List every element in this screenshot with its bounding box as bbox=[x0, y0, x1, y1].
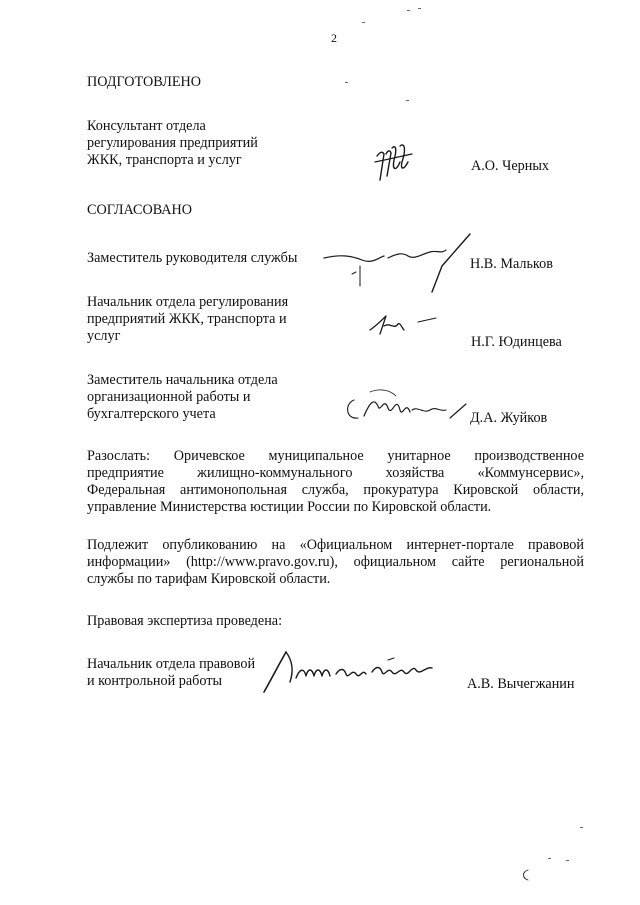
signer-3-name: Д.А. Жуйков bbox=[470, 410, 548, 426]
signer-position-line: Заместитель начальника отдела bbox=[87, 372, 278, 388]
signer-2-position bbox=[87, 294, 288, 345]
signature-yudintseva bbox=[368, 308, 440, 338]
scan-speck bbox=[345, 82, 348, 83]
publication-line: Подлежит опубликованию на «Официальном интернет-портале правовой bbox=[87, 537, 584, 553]
signer-position-line: бухгалтерского учета bbox=[87, 406, 216, 422]
signature-chernykh bbox=[372, 140, 418, 184]
distribution-paragraph bbox=[87, 448, 584, 516]
publication-line: службы по тарифам Кировской области. bbox=[87, 571, 331, 587]
scan-speck bbox=[548, 858, 551, 859]
prepared-position-line: ЖКК, транспорта и услуг bbox=[87, 152, 242, 168]
signature-zhuikov bbox=[340, 388, 472, 428]
signer-2-name: Н.Г. Юдинцева bbox=[471, 334, 562, 350]
signature-vychegzhanin bbox=[256, 648, 442, 696]
signer-position-line: услуг bbox=[87, 328, 121, 344]
prepared-heading: ПОДГОТОВЛЕНО bbox=[87, 74, 201, 90]
legal-review-position-line: Начальник отдела правовой bbox=[87, 656, 256, 672]
scan-speck bbox=[406, 100, 409, 101]
signer-position-line: предприятий ЖКК, транспорта и bbox=[87, 311, 287, 327]
prepared-position-line: Консультант отдела bbox=[87, 118, 206, 134]
prepared-position-line: регулирования предприятий bbox=[87, 135, 258, 151]
scan-speck bbox=[418, 8, 421, 9]
signer-1-name: Н.В. Мальков bbox=[470, 256, 553, 272]
scan-speck bbox=[580, 827, 583, 828]
publication-line: информации» (http://www.pravo.gov.ru), официальном сайте региональной bbox=[87, 554, 584, 570]
signer-3-position bbox=[87, 372, 278, 423]
scan-speck bbox=[407, 10, 410, 11]
signer-1-position bbox=[87, 250, 297, 267]
prepared-position bbox=[87, 118, 258, 169]
signer-position-line: организационной работы и bbox=[87, 389, 251, 405]
legal-review-position bbox=[87, 656, 255, 690]
legal-review-position-line: и контрольной работы bbox=[87, 673, 222, 689]
legal-review-statement: Правовая экспертиза проведена: bbox=[87, 613, 283, 629]
distribution-line: предприятие жилищно-коммунального хозяйства «Коммунсервис», bbox=[87, 465, 584, 481]
legal-review-name: А.В. Вычегжанин bbox=[467, 676, 575, 692]
page-number: 2 bbox=[331, 31, 337, 45]
prepared-name: А.О. Черных bbox=[471, 158, 549, 174]
scan-speck bbox=[362, 22, 365, 23]
distribution-line: Федеральная антимонопольная служба, прокуратура Кировской области, bbox=[87, 482, 584, 498]
distribution-line: управление Министерства юстиции России по Кировской области. bbox=[87, 499, 492, 515]
signer-position-line: Начальник отдела регулирования bbox=[87, 294, 289, 310]
publication-paragraph bbox=[87, 537, 584, 588]
scan-speck bbox=[566, 860, 569, 861]
scan-mark bbox=[520, 868, 532, 882]
signature-malkov bbox=[322, 232, 472, 296]
agreed-heading: СОГЛАСОВАНО bbox=[87, 202, 193, 218]
distribution-line: Разослать: Оричевское муниципальное унитарное производственное bbox=[87, 448, 584, 464]
signer-position-line: Заместитель руководителя службы bbox=[87, 250, 298, 266]
